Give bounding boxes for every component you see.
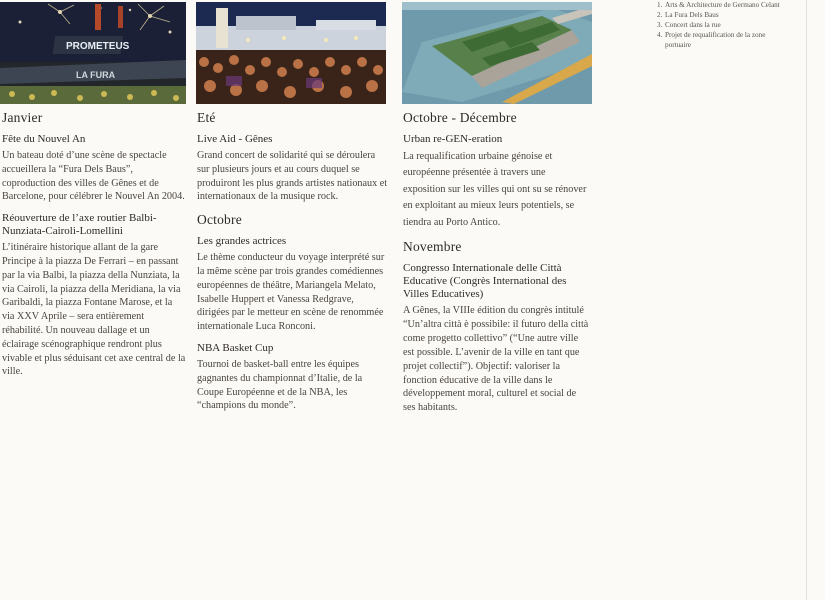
event-fete-nouvel-an — [2, 133, 187, 204]
legend-item: 3. Concert dans la rue — [657, 21, 721, 29]
event-title: Les grandes actrices — [197, 235, 287, 248]
event-title: Réouverture de l’axe routier Balbi-Nunziata-Cairoli-Lomellini — [2, 212, 157, 238]
event-description: Tournoi de basket-ball entre les équipes gagnantes du championnat d’Italie, de la Coupe Européenne et de la NBA, les “champions du monde”. — [197, 358, 363, 412]
event-description: La requalification urbaine génoise et européenne présentée à travers une exposition sur les villes qui ont su se rénover en exploitant au mieux leurs potentiels, se tiendra au Porto Antico. — [403, 151, 587, 228]
month-heading: Octobre — [197, 212, 242, 228]
event-description: Un bateau doté d’une scène de spectacle accueillera la “Fura Dels Baus”, coproduction des villes de Gênes et de Barcelone, pour célébrer le Nouvel An 2004. — [2, 150, 185, 203]
legend-item: 2. La Fura Dels Baus — [657, 11, 719, 19]
event-grandes-actrices — [197, 235, 388, 334]
photo-legend — [657, 0, 787, 50]
legend-item: 1. Arts & Architecture de Germano Celant — [657, 1, 780, 9]
column-janvier — [2, 110, 187, 387]
event-live-aid — [197, 133, 388, 204]
port-aerial-rendering-photo — [402, 2, 592, 104]
page-edge — [806, 0, 807, 600]
event-title: Live Aid - Gênes — [197, 133, 273, 145]
event-description: A Gênes, la VIIIe édition du congrès intitulé “Un’altra città è possibile: il futuro della città come progetto collettivo” (“Une autre ville est possible. L’avenir de la ville en tant que projet collectif”). Objectif: valoriser la fonction éducative de la ville dans le développement moral, culturel et social de ses habitants. — [403, 305, 589, 414]
ship-sign-text: PROMETEUS — [66, 41, 130, 52]
column-octobre-novembre — [403, 110, 589, 423]
month-heading: Janvier — [2, 110, 43, 125]
street-concert-crowd-photo — [196, 2, 386, 104]
event-congres-villes-educatives — [403, 262, 589, 415]
event-reouverture-axe — [2, 212, 187, 379]
column-ete-octobre — [197, 110, 388, 421]
month-heading: Octobre - Décembre — [403, 110, 517, 125]
month-heading: Novembre — [403, 239, 462, 255]
ship-sign-text-2: LA FURA — [76, 70, 116, 80]
event-title: NBA Basket Cup — [197, 341, 274, 354]
fireworks-ship-photo — [0, 2, 186, 104]
event-description: Le thème conducteur du voyage interprété sur la même scène par trois grandes comédiennes européennes de théâtre, Mariangela Melato, Isabelle Huppert et Vanessa Redgrave, dirigées par le metteur en scène de renommée internationale Luca Ronconi. — [197, 252, 385, 333]
event-title: Congresso Internationale delle Città Educative (Congrès International des Villes Educatives) — [403, 262, 567, 301]
event-nba-basket-cup — [197, 342, 388, 413]
event-urban-regeneration — [403, 133, 589, 231]
event-description: L’itinéraire historique allant de la gare Principe à la piazza De Ferrari – en passant par la via Balbi, la piazza della Nunziata, la via Cairoli, la piazza della Meridiana, la via Garibaldi, la piazza Fontane Marose, et la via XXV Aprile – sera entièrement réhabilité. Un nouveau dallage et un éclairage scénographique rendront plus vivable et plus séduisant cet axe central de la ville. — [2, 242, 186, 378]
month-heading: Eté — [197, 110, 216, 125]
event-description: Grand concert de solidarité qui se déroulera sur plusieurs jours et au cours duquel se produiront les plus grands artistes nationaux et internationaux de la musique rock. — [197, 150, 388, 203]
event-title: Fête du Nouvel An — [2, 133, 86, 145]
event-title: Urban re-GEN-eration — [403, 133, 503, 145]
legend-item: 4. Projet de requalification de la zone portuaire — [657, 31, 766, 49]
